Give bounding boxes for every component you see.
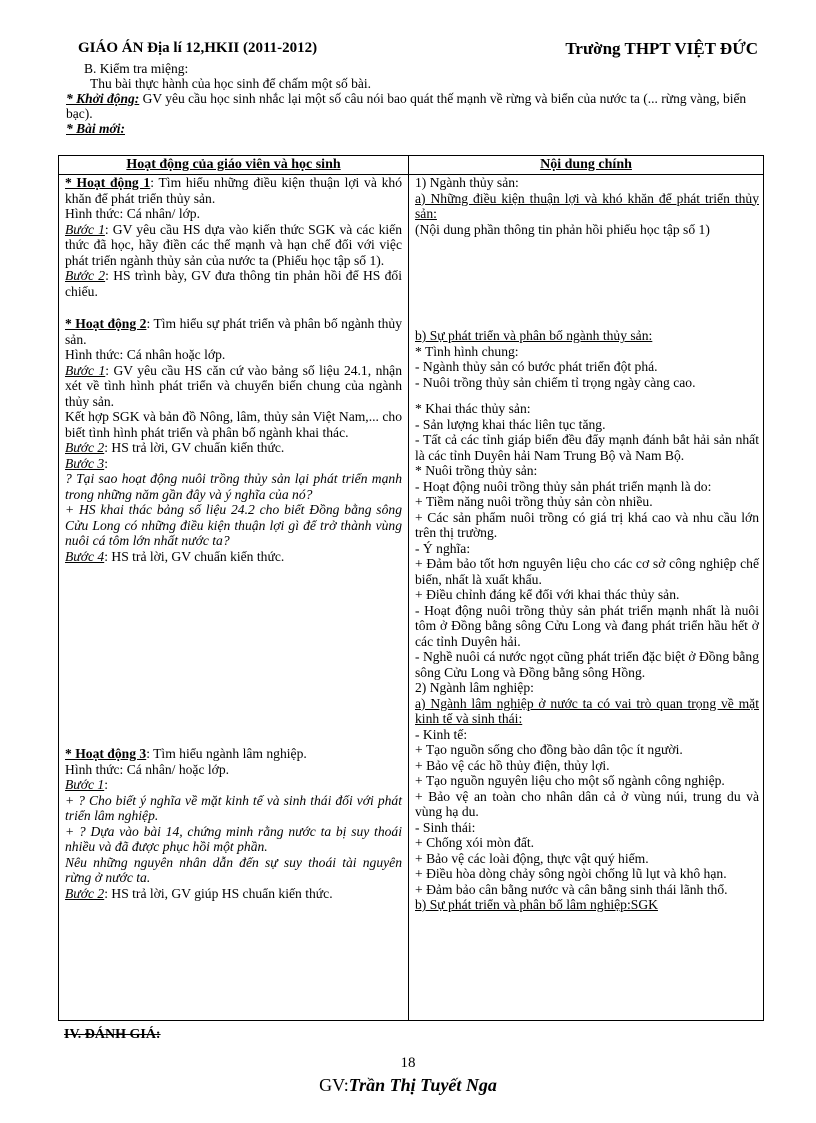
activity-2-step4-text: : HS trả lời, GV chuẩn kiến thức. bbox=[104, 548, 285, 564]
activity-2-step3-text: : bbox=[104, 455, 108, 471]
content-exploitation-1: - Sản lượng khai thác liên tục tăng. bbox=[415, 416, 606, 432]
content-meaning-1: + Đảm bảo tốt hơn nguyên liệu cho các cơ sở công nghiệp chế biến, nhất là xuất khẩu. bbox=[415, 556, 759, 587]
activity-3-step2-text: : HS trả lời, GV giúp HS chuẩn kiến thức. bbox=[104, 885, 333, 901]
content-general-2: - Nuôi trồng thủy sản chiếm tỉ trọng ngày càng cao. bbox=[415, 374, 696, 390]
content-section-2a: a) Ngành lâm nghiệp ở nước ta có vai trò quan trọng về mặt kinh tế và sinh thái: bbox=[415, 695, 759, 726]
table-header-activities: Hoạt động của giáo viên và học sinh bbox=[126, 157, 341, 172]
activity-1-step1-label: Bước 1 bbox=[65, 221, 105, 237]
content-economic-1: + Tạo nguồn sống cho đồng bào dân tộc ít người. bbox=[415, 742, 683, 757]
activity-2-step1-more: Kết hợp SGK và bản đồ Nông, lâm, thủy sản Việt Nam,... cho biết tình hình phát triển và phân bố ngành khai thác. bbox=[65, 409, 402, 440]
intro-check-text: Thu bài thực hành của học sinh để chấm một số bài. bbox=[90, 76, 371, 91]
content-aquaculture-heading: * Nuôi trồng thủy sản: bbox=[415, 463, 538, 478]
activity-2-step3-label: Bước 3 bbox=[65, 455, 105, 471]
activity-3-step1-label: Bước 1 bbox=[65, 777, 105, 792]
content-fisheries-development bbox=[415, 328, 759, 913]
activity-1-form: Hình thức: Cá nhân/ lớp. bbox=[65, 206, 200, 221]
content-aquaculture-1: - Hoạt động nuôi trồng thủy sản phát triển mạnh là do: bbox=[415, 478, 712, 494]
content-fisheries-conditions bbox=[415, 175, 759, 237]
activity-2-form: Hình thức: Cá nhân hoặc lớp. bbox=[65, 347, 226, 362]
activity-3-question-1: + ? Cho biết ý nghĩa về mặt kinh tế và sinh thái đối với phát triển lâm nghiệp. bbox=[65, 792, 402, 823]
content-economic-3: + Tạo nguồn nguyên liệu cho một số ngành công nghiệp. bbox=[415, 773, 725, 788]
lesson-intro bbox=[66, 61, 762, 136]
content-ecology-2: + Bảo vệ các loài động, thực vật quý hiếm. bbox=[415, 850, 649, 866]
evaluation-heading: IV. ĐÁNH GIÁ: bbox=[64, 1027, 161, 1042]
content-economic-heading: - Kinh tế: bbox=[415, 726, 468, 742]
content-section-1b: b) Sự phát triển và phân bố ngành thủy sản: bbox=[415, 328, 653, 343]
activity-1-block bbox=[65, 175, 402, 299]
activity-3-label: * Hoạt động 3 bbox=[65, 746, 147, 761]
lesson-table bbox=[58, 155, 764, 1021]
content-section-1: 1) Ngành thủy sản: bbox=[415, 175, 519, 190]
activity-2-question-1: ? Tại sao hoạt động nuôi trồng thủy sản lại phát triển mạnh trong những năm gần đây và ý nghĩa của nó? bbox=[65, 471, 402, 502]
header-school-name: Trường THPT VIỆT ĐỨC bbox=[565, 39, 758, 58]
activity-2-step2-label: Bước 2 bbox=[65, 440, 105, 455]
content-exploitation-heading: * Khai thác thủy sản: bbox=[415, 401, 531, 416]
author-name: Trần Thị Tuyết Nga bbox=[348, 1075, 497, 1095]
content-section-2b: b) Sự phát triển và phân bố lâm nghiệp:SGK bbox=[415, 897, 658, 912]
content-ecology-heading: - Sinh thái: bbox=[415, 819, 476, 835]
activity-3-question-3: Nêu những nguyên nhân dẫn đến sự suy thoái tài nguyên rừng ở nước ta. bbox=[65, 854, 402, 885]
activity-2-block bbox=[65, 316, 402, 564]
activity-3-form: Hình thức: Cá nhân/ hoặc lớp. bbox=[65, 761, 230, 777]
warmup-text: GV yêu cầu học sinh nhắc lại một số câu nói bao quát thế mạnh về rừng và biển của nước ta (... rừng vàng, biển bạc). bbox=[66, 91, 747, 121]
content-meaning-4: - Nghề nuôi cá nước ngọt cũng phát triển đặc biệt ở Đồng bằng sông Cửu Long và Đồng bằng sông Hồng. bbox=[415, 649, 759, 680]
warmup-label: * Khởi động: bbox=[66, 91, 140, 106]
activity-3-step2-label: Bước 2 bbox=[65, 885, 105, 901]
activity-1-step2-label: Bước 2 bbox=[65, 268, 106, 283]
activity-2-step4-label: Bước 4 bbox=[65, 548, 105, 564]
content-aquaculture-3: + Các sản phẩm nuôi trồng có giá trị khá cao và nhu cầu lớn trên thị trường. bbox=[415, 509, 759, 540]
content-section-1a-note: (Nội dung phần thông tin phản hồi phiếu học tập số 1) bbox=[415, 221, 710, 237]
content-meaning-3: - Hoạt động nuôi trồng thủy sản phát triển mạnh nhất là nuôi tôm ở Đồng bằng sông Cửu Long và đang phát triển hầu hết ở các tỉnh Duyên hải. bbox=[415, 602, 759, 649]
content-meaning-heading: - Ý nghĩa: bbox=[415, 540, 471, 556]
activity-2-label: * Hoạt động 2 bbox=[65, 316, 147, 331]
header-course-title: GIÁO ÁN Địa lí 12,HKII (2011-2012) bbox=[78, 40, 318, 56]
intro-new-lesson: * Bài mới: bbox=[66, 121, 125, 136]
content-aquaculture-2: + Tiềm năng nuôi trồng thủy sản còn nhiều. bbox=[415, 494, 653, 509]
content-section-2: 2) Ngành lâm nghiệp: bbox=[415, 680, 534, 695]
activity-2-step2-text: : HS trả lời, GV chuẩn kiến thức. bbox=[104, 440, 285, 455]
activity-2-title: : Tìm hiểu sự phát triển và phân bố ngành thủy sản. bbox=[65, 316, 402, 347]
activity-1-title: : Tìm hiểu những điều kiện thuận lợi và khó khăn để phát triển thủy sản. bbox=[65, 175, 403, 206]
activity-1-step2-text: : HS trình bày, GV đưa thông tin phản hồi để HS đối chiếu. bbox=[65, 268, 402, 299]
activity-3-step1-text: : bbox=[104, 777, 108, 792]
content-general-heading: * Tình hình chung: bbox=[415, 343, 519, 359]
activity-2-question-2: + HS khai thác bảng số liệu 24.2 cho biết Đồng bằng sông Cửu Long có những điều kiện thuận lợi gì để trở thành vùng nuôi cá tôm lớn nhất nước ta? bbox=[65, 502, 402, 548]
activity-2-step1-label: Bước 1 bbox=[65, 362, 106, 378]
activity-1-label: * Hoạt động 1 bbox=[65, 175, 151, 190]
activity-1-step1-text: : GV yêu cầu HS dựa vào kiến thức SGK và các kiến thức đã học, hãy điền các thế mạnh và hạn chế đối với việc phát triển ngành thủy sản của nước ta (Phiếu học tập số 1). bbox=[65, 221, 402, 268]
content-section-1a: a) Những điều kiện thuận lợi và khó khăn để phát triển thủy sản: bbox=[415, 190, 759, 221]
content-exploitation-2: - Tất cả các tỉnh giáp biển đều đẩy mạnh đánh bắt hải sản nhất là các tỉnh Duyên hải Nam Trung Bộ và Nam Bộ. bbox=[415, 432, 759, 463]
intro-check-heading: B. Kiểm tra miệng: bbox=[84, 61, 189, 76]
column-divider bbox=[408, 156, 409, 1020]
content-ecology-1: + Chống xói mòn đất. bbox=[415, 835, 535, 850]
content-economic-2: + Bảo vệ các hồ thủy điện, thủy lợi. bbox=[415, 757, 610, 773]
author-line bbox=[0, 1075, 816, 1096]
content-ecology-4: + Đảm bảo cân bằng nước và cân bằng sinh thái lãnh thổ. bbox=[415, 881, 728, 897]
author-label: GV: bbox=[319, 1075, 349, 1095]
content-meaning-2: + Điều chỉnh đáng kể đối với khai thác thủy sản. bbox=[415, 587, 680, 602]
table-header-content: Nội dung chính bbox=[540, 157, 632, 172]
activity-3-title: : Tìm hiểu ngành lâm nghiệp. bbox=[146, 746, 307, 761]
intro-warmup bbox=[66, 91, 762, 121]
activity-3-question-2: + ? Dựa vào bài 14, chứng minh rằng nước ta bị suy thoái nhiều và đã được phục hồi một phần. bbox=[65, 823, 402, 854]
activity-2-step1-text: : GV yêu cầu HS căn cứ vào bảng số liệu 24.1, nhận xét về tình hình phát triển và chuyển biến chung của ngành thủy sản. bbox=[65, 362, 402, 409]
content-economic-4: + Bảo vệ an toàn cho nhân dân cả ở vùng núi, trung du và vùng hạ du. bbox=[415, 788, 759, 819]
content-general-1: - Ngành thủy sản có bước phát triển đột phá. bbox=[415, 359, 658, 374]
content-ecology-3: + Điều hòa dòng chảy sông ngòi chống lũ lụt và khô hạn. bbox=[415, 866, 727, 881]
activity-3-block bbox=[65, 746, 402, 901]
page-number: 18 bbox=[400, 1055, 416, 1071]
